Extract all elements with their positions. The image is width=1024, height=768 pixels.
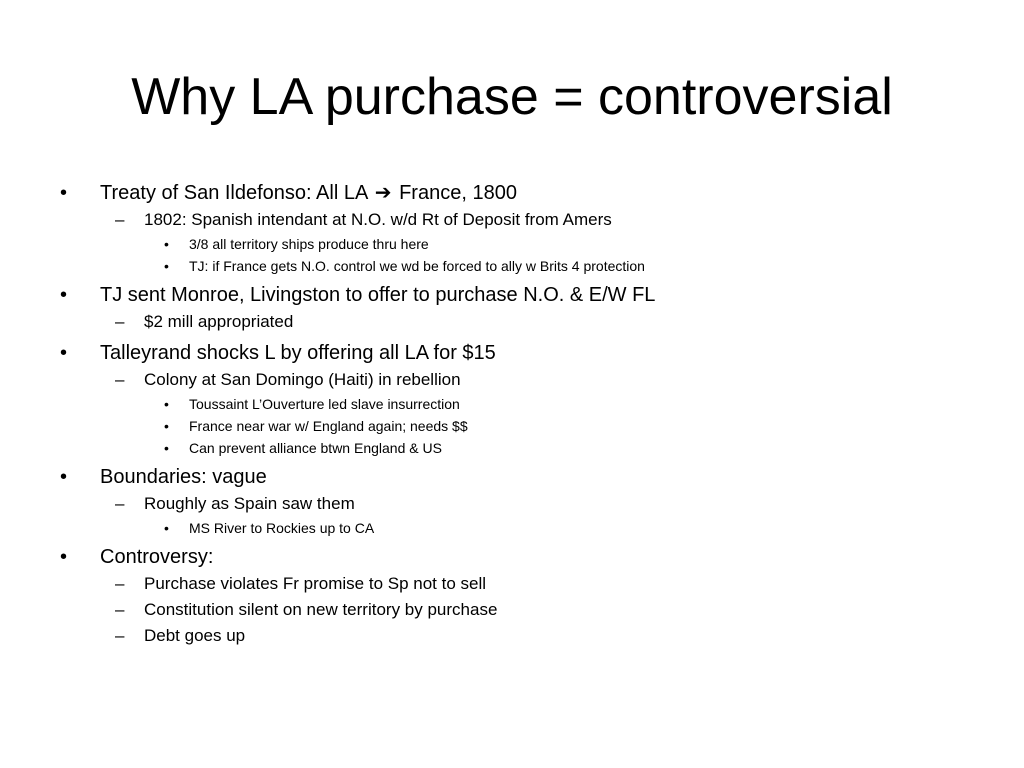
bullet-text: Boundaries: vague	[100, 466, 267, 488]
sub-bullet-text: Colony at San Domingo (Haiti) in rebellion	[144, 370, 461, 389]
sub-sub-bullet-item	[60, 439, 980, 457]
bullet-icon: •	[60, 546, 68, 568]
dash-icon: –	[115, 494, 125, 513]
sub-bullet-text: 1802: Spanish intendant at N.O. w/d Rt of Deposit from Amers	[144, 210, 612, 229]
bullet-text: TJ sent Monroe, Livingston to offer to purchase N.O. & E/W FL	[100, 284, 656, 306]
sub-bullet-item	[60, 209, 980, 231]
bullet-item-monroe	[60, 284, 980, 307]
dash-icon: –	[115, 312, 125, 331]
sub-sub-bullet-text: 3/8 all territory ships produce thru here	[189, 236, 429, 252]
bullet-text: France, 1800	[399, 182, 517, 204]
bullet-icon: •	[60, 284, 68, 306]
dash-icon: –	[115, 574, 125, 593]
bullet-icon: •	[164, 520, 169, 536]
dash-icon: –	[115, 370, 125, 389]
bullet-icon: •	[60, 466, 68, 488]
bullet-icon: •	[164, 258, 169, 274]
sub-bullet-item	[60, 369, 980, 391]
sub-bullet-item	[60, 311, 980, 333]
sub-bullet-item	[60, 573, 980, 595]
bullet-icon: •	[164, 236, 169, 252]
sub-bullet-text: $2 mill appropriated	[144, 312, 294, 331]
sub-bullet-item	[60, 599, 980, 621]
sub-sub-bullet-item	[60, 519, 980, 537]
bullet-text: Controversy:	[100, 546, 214, 568]
sub-bullet-text: Purchase violates Fr promise to Sp not to sell	[144, 574, 487, 593]
bullet-item-treaty	[60, 182, 980, 205]
sub-sub-bullet-text: MS River to Rockies up to CA	[189, 520, 375, 536]
sub-bullet-text: Roughly as Spain saw them	[144, 494, 355, 513]
bullet-item-talleyrand	[60, 342, 980, 365]
bullet-icon: •	[164, 418, 169, 434]
slide-body	[60, 182, 980, 647]
sub-sub-bullet-item	[60, 235, 980, 253]
sub-sub-bullet-text: Toussaint L’Ouverture led slave insurrection	[189, 396, 460, 412]
bullet-icon: •	[164, 440, 169, 456]
bullet-icon: •	[60, 182, 68, 204]
dash-icon: –	[115, 626, 125, 645]
sub-sub-bullet-text: Can prevent alliance btwn England & US	[189, 440, 442, 456]
bullet-item-boundaries	[60, 466, 980, 489]
sub-bullet-item	[60, 493, 980, 515]
bullet-icon: •	[164, 396, 169, 412]
bullet-item-controversy	[60, 546, 980, 569]
bullet-icon: •	[60, 342, 68, 364]
dash-icon: –	[115, 210, 125, 229]
sub-bullet-text: Debt goes up	[144, 626, 246, 645]
bullet-text: Talleyrand shocks L by offering all LA for $15	[100, 342, 496, 364]
sub-sub-bullet-item	[60, 395, 980, 413]
dash-icon: –	[115, 600, 125, 619]
sub-bullet-text: Constitution silent on new territory by purchase	[144, 600, 498, 619]
sub-sub-bullet-text: TJ: if France gets N.O. control we wd be forced to ally w Brits 4 protection	[189, 258, 645, 274]
sub-sub-bullet-text: France near war w/ England again; needs $$	[189, 418, 468, 434]
sub-sub-bullet-item	[60, 257, 980, 275]
arrow-right-icon: ➔	[374, 182, 392, 204]
sub-sub-bullet-item	[60, 417, 980, 435]
slide-title: Why LA purchase = controversial	[131, 68, 893, 126]
bullet-text: Treaty of San Ildefonso: All LA	[100, 182, 368, 204]
sub-bullet-item	[60, 625, 980, 647]
